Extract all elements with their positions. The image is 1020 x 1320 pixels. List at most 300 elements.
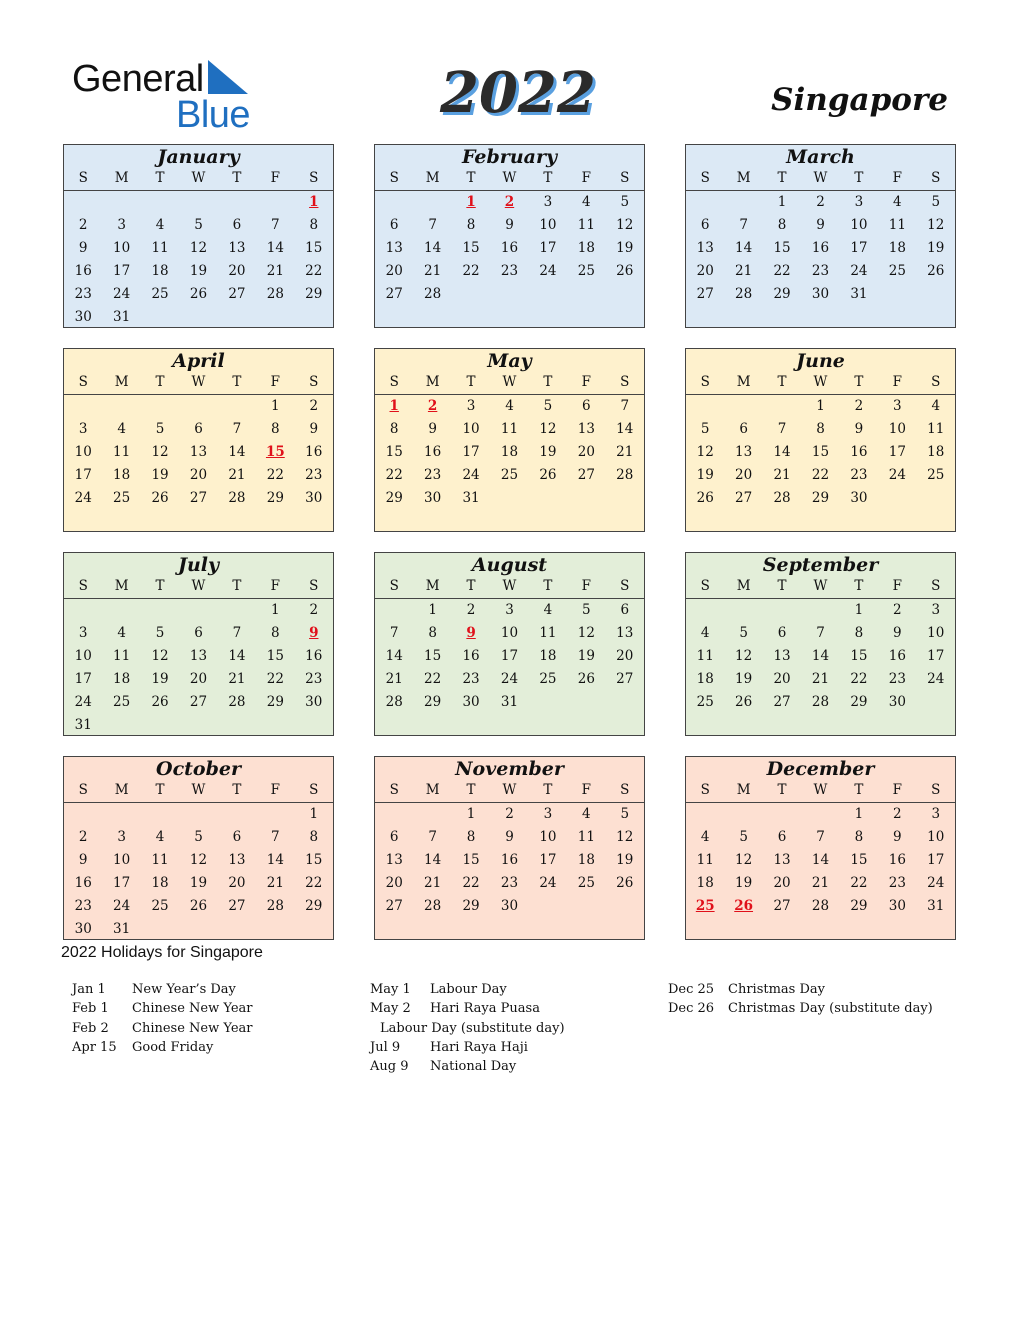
empty-cell (375, 803, 413, 826)
holiday-day-cell: 26 (734, 898, 754, 914)
empty-cell (375, 191, 413, 214)
weekday-label: M (736, 782, 751, 798)
day-cell: 20 (735, 467, 753, 483)
day-cell: 16 (462, 648, 480, 664)
day-cell: 18 (577, 240, 595, 256)
day-cell: 6 (739, 421, 748, 437)
day-cell: 10 (74, 444, 92, 460)
day-cell: 16 (305, 648, 323, 664)
day-cell: 30 (888, 898, 906, 914)
day-cell: 14 (811, 648, 830, 664)
weekday-label: T (777, 578, 787, 594)
weekday-label: W (502, 578, 517, 594)
day-grid (64, 599, 333, 737)
day-cell: 20 (696, 263, 714, 279)
day-cell: 23 (500, 875, 519, 891)
empty-cell (179, 395, 217, 418)
weekday-label: W (502, 782, 517, 798)
empty-cell (801, 803, 839, 826)
page-country: Singapore (771, 82, 948, 118)
day-cell: 31 (927, 898, 945, 914)
weekday-label: S (931, 170, 941, 186)
day-cell: 25 (113, 694, 131, 710)
day-cell: 29 (385, 490, 403, 506)
empty-cell (724, 191, 762, 214)
day-cell: 22 (385, 467, 403, 483)
weekday-label: W (502, 374, 517, 390)
day-cell: 26 (151, 490, 169, 506)
day-cell: 2 (466, 602, 476, 618)
day-cell: 5 (739, 829, 748, 845)
day-cell: 18 (113, 671, 131, 687)
day-cell: 7 (816, 829, 825, 845)
day-cell: 14 (385, 648, 403, 664)
holiday-date: Feb 2 (72, 1020, 109, 1036)
day-cell: 8 (428, 625, 437, 641)
day-cell: 5 (155, 625, 165, 641)
month-name: March (786, 146, 855, 168)
month-name: February (461, 146, 557, 168)
day-cell: 14 (811, 852, 830, 868)
day-cell: 20 (616, 648, 634, 664)
day-cell: 15 (850, 852, 868, 868)
day-cell: 21 (228, 467, 246, 483)
day-cell: 31 (113, 921, 131, 937)
day-cell: 22 (462, 875, 480, 891)
weekday-label: M (114, 170, 129, 186)
day-cell: 23 (500, 263, 519, 279)
holiday-day-cell: 25 (695, 898, 715, 914)
day-cell: 18 (696, 671, 714, 687)
day-grid (686, 803, 955, 918)
day-cell: 6 (232, 829, 242, 845)
weekday-label: S (309, 782, 319, 798)
empty-cell (686, 395, 724, 418)
day-cell: 2 (854, 398, 864, 414)
day-cell: 7 (389, 625, 399, 641)
holiday-date: Apr 15 (72, 1039, 117, 1055)
day-cell: 8 (854, 829, 864, 845)
day-cell: 25 (500, 467, 519, 483)
weekday-label: T (466, 578, 476, 594)
day-cell: 6 (777, 625, 787, 641)
day-cell: 21 (424, 875, 442, 891)
weekday-label: T (155, 170, 165, 186)
weekday-label: W (813, 782, 828, 798)
day-cell: 3 (117, 829, 126, 845)
day-cell: 11 (577, 829, 595, 845)
day-cell: 16 (424, 444, 442, 460)
empty-cell (179, 599, 217, 622)
day-cell: 13 (385, 240, 403, 256)
day-cell: 11 (113, 648, 131, 664)
day-cell: 12 (735, 648, 753, 664)
day-cell: 10 (74, 648, 92, 664)
day-cell: 28 (424, 898, 442, 914)
day-cell: 29 (811, 490, 830, 506)
day-cell: 26 (616, 875, 634, 891)
day-cell: 27 (189, 694, 208, 710)
day-cell: 23 (74, 898, 92, 914)
day-cell: 26 (927, 263, 945, 279)
day-cell: 28 (773, 490, 791, 506)
day-cell: 30 (74, 309, 92, 325)
holiday-date: May 2 (370, 1001, 411, 1017)
day-cell: 18 (113, 467, 131, 483)
day-cell: 3 (466, 398, 476, 414)
day-cell: 28 (266, 898, 284, 914)
day-cell: 23 (305, 467, 323, 483)
day-cell: 25 (113, 490, 131, 506)
day-cell: 16 (305, 444, 323, 460)
day-cell: 30 (305, 694, 323, 710)
weekday-label: M (736, 170, 751, 186)
day-cell: 16 (811, 240, 830, 256)
day-cell: 17 (113, 263, 131, 279)
weekday-label: M (425, 782, 440, 798)
month-name: November (455, 758, 564, 780)
day-cell: 28 (735, 286, 753, 302)
day-cell: 28 (385, 694, 403, 710)
day-cell: 18 (151, 875, 169, 891)
weekday-header (375, 779, 644, 803)
day-cell: 24 (927, 875, 945, 891)
weekday-label: M (425, 578, 440, 594)
weekday-label: S (620, 578, 630, 594)
weekday-label: S (931, 374, 941, 390)
empty-cell (141, 599, 179, 622)
day-cell: 13 (385, 852, 403, 868)
day-cell: 13 (735, 444, 753, 460)
month-december (685, 756, 956, 940)
day-cell: 8 (466, 829, 476, 845)
day-cell: 7 (232, 421, 242, 437)
holiday-name: Good Friday (132, 1039, 214, 1055)
day-cell: 2 (78, 829, 88, 845)
weekday-label: M (736, 578, 751, 594)
day-cell: 14 (266, 240, 284, 256)
weekday-header (64, 371, 333, 395)
day-cell: 21 (266, 263, 284, 279)
empty-cell (102, 395, 140, 418)
day-cell: 6 (777, 829, 787, 845)
day-cell: 19 (539, 444, 557, 460)
weekday-label: S (78, 374, 88, 390)
empty-cell (218, 803, 256, 826)
day-cell: 7 (271, 829, 280, 845)
day-cell: 27 (385, 286, 403, 302)
month-may (374, 348, 645, 532)
day-cell: 19 (577, 648, 595, 664)
day-cell: 12 (151, 444, 169, 460)
month-name: October (156, 758, 241, 780)
empty-cell (141, 191, 179, 214)
month-september (685, 552, 956, 736)
day-cell: 27 (228, 898, 246, 914)
day-cell: 18 (539, 648, 557, 664)
day-cell: 29 (305, 898, 323, 914)
day-cell: 20 (385, 875, 403, 891)
day-cell: 22 (305, 875, 323, 891)
day-cell: 16 (500, 852, 519, 868)
empty-cell (141, 803, 179, 826)
weekday-label: T (155, 782, 165, 798)
day-cell: 9 (893, 625, 902, 641)
weekday-label: S (389, 782, 399, 798)
day-cell: 18 (577, 852, 595, 868)
day-cell: 6 (389, 217, 399, 233)
day-cell: 20 (773, 875, 791, 891)
day-cell: 15 (850, 648, 868, 664)
day-cell: 17 (539, 852, 557, 868)
weekday-header (64, 779, 333, 803)
day-cell: 20 (189, 671, 208, 687)
day-cell: 20 (189, 467, 208, 483)
day-cell: 17 (927, 852, 945, 868)
day-cell: 8 (466, 217, 476, 233)
day-cell: 24 (539, 263, 557, 279)
weekday-label: M (114, 578, 129, 594)
day-cell: 12 (189, 852, 208, 868)
day-cell: 13 (696, 240, 714, 256)
day-cell: 13 (577, 421, 595, 437)
empty-cell (141, 395, 179, 418)
day-grid (375, 395, 644, 510)
day-cell: 26 (189, 898, 208, 914)
empty-cell (724, 599, 762, 622)
day-cell: 3 (931, 602, 941, 618)
day-cell: 8 (271, 421, 280, 437)
holiday-row (370, 980, 565, 999)
weekday-label: T (543, 782, 553, 798)
weekday-label: T (232, 170, 242, 186)
day-cell: 26 (151, 694, 169, 710)
logo (72, 58, 262, 138)
day-cell: 1 (816, 398, 825, 414)
day-cell: 26 (577, 671, 595, 687)
holiday-column (72, 980, 252, 1057)
day-cell: 11 (696, 852, 714, 868)
day-cell: 11 (151, 852, 169, 868)
day-cell: 25 (151, 286, 169, 302)
day-cell: 27 (228, 286, 246, 302)
day-cell: 27 (773, 694, 791, 710)
day-cell: 4 (931, 398, 941, 414)
day-cell: 19 (151, 467, 169, 483)
day-cell: 15 (811, 444, 830, 460)
month-january (63, 144, 334, 328)
day-cell: 4 (117, 421, 126, 437)
day-cell: 29 (462, 898, 480, 914)
empty-cell (64, 395, 102, 418)
day-cell: 28 (228, 694, 246, 710)
weekday-label: M (425, 170, 440, 186)
weekday-label: S (309, 374, 319, 390)
day-cell: 20 (577, 444, 595, 460)
day-cell: 22 (266, 467, 284, 483)
weekday-label: F (892, 170, 903, 186)
month-april (63, 348, 334, 532)
weekday-label: T (854, 782, 864, 798)
day-cell: 10 (888, 421, 906, 437)
weekday-label: F (892, 782, 903, 798)
weekday-label: W (191, 170, 206, 186)
day-cell: 5 (194, 217, 203, 233)
day-cell: 12 (577, 625, 595, 641)
day-cell: 25 (539, 671, 557, 687)
day-cell: 29 (424, 694, 442, 710)
day-cell: 13 (616, 625, 634, 641)
day-cell: 6 (389, 829, 399, 845)
day-cell: 6 (232, 217, 242, 233)
day-cell: 29 (266, 490, 284, 506)
weekday-label: W (191, 374, 206, 390)
holiday-name: Labour Day (430, 982, 507, 997)
holiday-row (370, 999, 565, 1018)
holiday-column (370, 980, 565, 1076)
day-grid (64, 191, 333, 329)
weekday-label: M (114, 374, 129, 390)
weekday-header (64, 167, 333, 191)
day-cell: 9 (505, 217, 514, 233)
day-cell: 5 (543, 398, 553, 414)
day-cell: 27 (385, 898, 403, 914)
day-cell: 7 (739, 217, 748, 233)
day-cell: 13 (189, 444, 208, 460)
day-cell: 16 (888, 648, 906, 664)
day-cell: 27 (773, 898, 791, 914)
empty-cell (218, 395, 256, 418)
weekday-label: F (270, 578, 281, 594)
weekday-label: F (892, 374, 903, 390)
day-cell: 20 (773, 671, 791, 687)
day-cell: 6 (194, 421, 203, 437)
day-cell: 24 (927, 671, 945, 687)
weekday-label: T (854, 170, 864, 186)
month-name: August (471, 554, 548, 576)
empty-cell (801, 599, 839, 622)
day-cell: 29 (773, 286, 791, 302)
day-cell: 23 (305, 671, 323, 687)
day-cell: 11 (539, 625, 557, 641)
empty-cell (763, 599, 801, 622)
month-june (685, 348, 956, 532)
day-cell: 1 (854, 806, 864, 822)
weekday-label: T (543, 374, 553, 390)
day-cell: 18 (696, 875, 714, 891)
day-cell: 31 (500, 694, 519, 710)
day-grid (686, 191, 955, 306)
day-cell: 28 (811, 694, 830, 710)
day-cell: 4 (117, 625, 126, 641)
day-cell: 4 (505, 398, 514, 414)
empty-cell (724, 395, 762, 418)
day-cell: 8 (271, 625, 280, 641)
day-cell: 15 (266, 648, 284, 664)
day-cell: 13 (773, 852, 791, 868)
day-cell: 17 (539, 240, 557, 256)
day-cell: 12 (151, 648, 169, 664)
day-cell: 19 (616, 852, 634, 868)
day-cell: 12 (735, 852, 753, 868)
day-cell: 15 (462, 240, 480, 256)
day-cell: 7 (232, 625, 242, 641)
day-cell: 27 (696, 286, 714, 302)
day-cell: 27 (577, 467, 595, 483)
day-cell: 27 (616, 671, 634, 687)
day-grid (64, 803, 333, 941)
day-cell: 18 (888, 240, 906, 256)
day-cell: 17 (113, 875, 131, 891)
day-cell: 12 (696, 444, 714, 460)
day-cell: 25 (888, 263, 906, 279)
day-cell: 22 (811, 467, 830, 483)
empty-cell (413, 191, 451, 214)
weekday-label: T (466, 170, 476, 186)
weekday-label: T (232, 782, 242, 798)
day-cell: 18 (500, 444, 519, 460)
weekday-header (375, 167, 644, 191)
day-cell: 2 (505, 806, 514, 822)
day-grid (686, 395, 955, 510)
weekday-label: T (155, 578, 165, 594)
weekday-header (686, 371, 955, 395)
weekday-label: W (813, 374, 828, 390)
empty-cell (686, 599, 724, 622)
day-cell: 6 (582, 398, 591, 414)
holiday-day-cell: 15 (265, 444, 285, 460)
weekday-header (686, 167, 955, 191)
empty-cell (256, 191, 294, 214)
weekday-label: T (232, 578, 242, 594)
day-cell: 25 (151, 898, 169, 914)
day-cell: 21 (228, 671, 246, 687)
holiday-row (72, 1038, 252, 1057)
weekday-label: T (543, 170, 553, 186)
weekday-label: S (389, 170, 399, 186)
day-cell: 12 (616, 217, 634, 233)
day-cell: 18 (151, 263, 169, 279)
weekday-label: W (813, 170, 828, 186)
day-cell: 17 (500, 648, 519, 664)
month-name: April (172, 350, 225, 372)
day-cell: 9 (78, 852, 88, 868)
weekday-label: S (700, 170, 710, 186)
holiday-name: Chinese New Year (132, 1020, 253, 1036)
day-cell: 31 (850, 286, 868, 302)
day-cell: 22 (266, 671, 284, 687)
day-cell: 7 (271, 217, 280, 233)
day-cell: 24 (74, 490, 92, 506)
weekday-label: S (389, 374, 399, 390)
empty-cell (218, 191, 256, 214)
weekday-label: T (777, 374, 787, 390)
day-cell: 14 (735, 240, 753, 256)
weekday-label: W (191, 782, 206, 798)
day-cell: 9 (428, 421, 437, 437)
day-cell: 19 (927, 240, 945, 256)
day-cell: 29 (266, 694, 284, 710)
holiday-date: Feb 1 (72, 1001, 109, 1017)
month-november (374, 756, 645, 940)
day-cell: 30 (888, 694, 906, 710)
day-cell: 30 (850, 490, 868, 506)
day-grid (375, 803, 644, 918)
weekday-label: S (931, 782, 941, 798)
day-cell: 11 (888, 217, 906, 233)
day-cell: 21 (266, 875, 284, 891)
day-cell: 1 (271, 398, 280, 414)
